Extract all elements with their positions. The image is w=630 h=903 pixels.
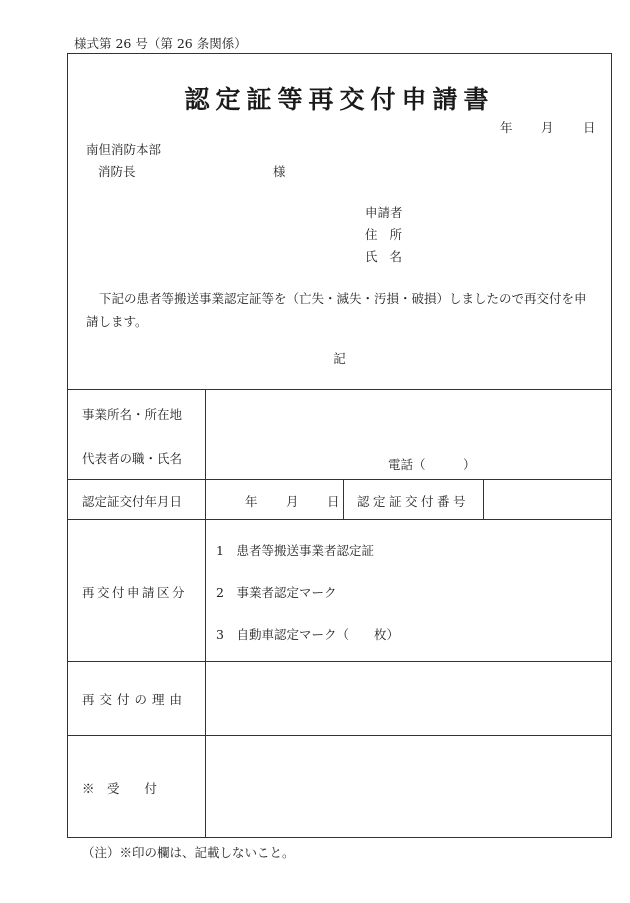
representative-label: 代表者の職・氏名 — [82, 451, 183, 466]
ki-marker: 記 — [333, 351, 346, 366]
phone-label: 電話（ ） — [388, 457, 476, 472]
issue-year-label: 年 — [245, 494, 258, 509]
date-year-label: 年 — [500, 120, 513, 135]
request-statement: 下記の患者等搬送事業認定証等を（亡失・滅失・汚損・破損）しましたので再交付を申請します。 — [86, 291, 587, 329]
applicant-address-label: 住 所 — [365, 227, 403, 242]
date-day-label: 日 — [583, 120, 596, 135]
reception-label: ※ 受 付 — [82, 781, 158, 796]
addressee-honorific: 様 — [273, 164, 286, 179]
table-row-divider — [67, 519, 612, 520]
office-label: 事業所名・所在地 — [82, 407, 183, 422]
table-row-divider — [67, 661, 612, 662]
document-title: 認定証等再交付申請書 — [184, 85, 495, 114]
addressee-chief: 消防長 — [98, 164, 136, 179]
table-column-divider — [343, 479, 344, 519]
addressee-organization: 南但消防本部 — [86, 142, 162, 157]
issue-month-label: 月 — [286, 494, 299, 509]
table-top-border — [67, 389, 612, 390]
form-frame — [67, 53, 612, 838]
issue-day-label: 日 — [327, 494, 340, 509]
issue-date-label: 認定証交付年月日 — [82, 494, 183, 509]
reissue-category-label: 再交付申請区分 — [82, 585, 188, 600]
applicant-name-label: 氏 名 — [365, 249, 403, 264]
reissue-item-2: 2 事業者認定マーク — [216, 585, 337, 600]
reason-label: 再交付の理由 — [82, 692, 188, 707]
reissue-item-1: 1 患者等搬送事業者認定証 — [216, 543, 374, 558]
table-row-divider — [67, 479, 612, 480]
cert-number-label: 認定証交付番号 — [357, 494, 470, 509]
table-column-divider — [483, 479, 484, 519]
footnote: （注）※印の欄は、記載しないこと。 — [82, 845, 295, 860]
form-number: 様式第 26 号（第 26 条関係） — [74, 36, 247, 51]
table-row-divider — [67, 735, 612, 736]
table-column-divider — [205, 389, 206, 838]
reissue-item-3: 3 自動車認定マーク（ 枚） — [216, 627, 399, 642]
date-month-label: 月 — [541, 120, 554, 135]
applicant-label: 申請者 — [365, 205, 403, 220]
